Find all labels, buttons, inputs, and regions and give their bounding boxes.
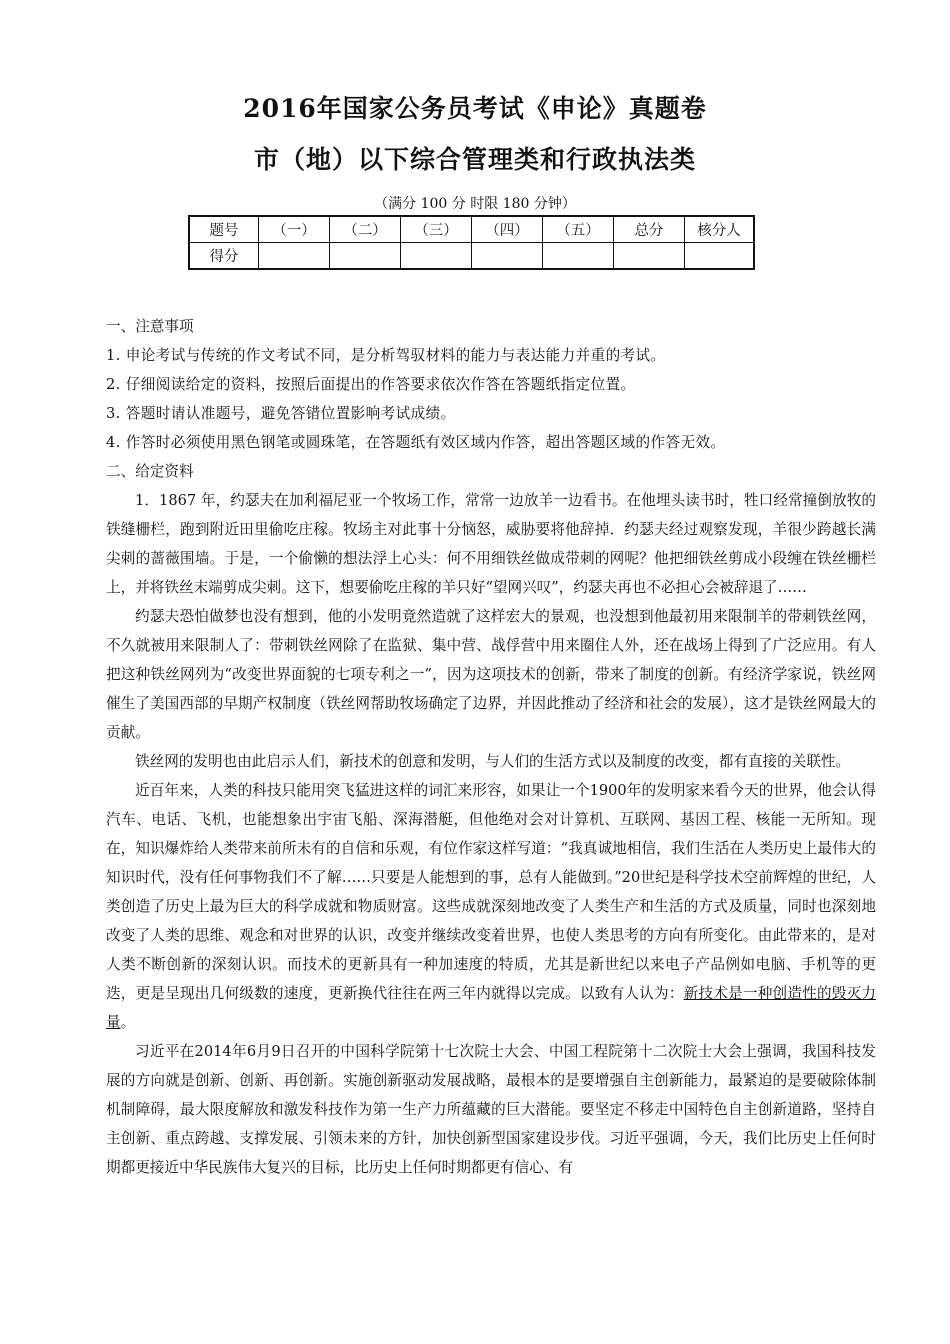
page-title: 2016年国家公务员考试《申论》真题卷 xyxy=(243,94,707,123)
material-paragraph: 约瑟夫恐怕做梦也没有想到，他的小发明竟然造就了这样宏大的景观，也没想到他最初用来限制羊的带刺铁丝网，不久就被用来限制人了：带刺铁丝网除了在监狱、集中营、战俘营中用来圈住人外，还在战场上得到了广泛应用。有人把这种铁丝网列为“改变世界面貌的七项专利之一”，因为这项技术的创新，带来了制度的创新。有经济学家说，铁丝网催生了美国西部的早期产权制度（铁丝网帮助牧场确定了边界，并因此推动了经济和社会的发展），这才是铁丝网最大的贡献。 xyxy=(106,608,876,741)
score-cell xyxy=(543,243,614,270)
score-header-cell: 总分 xyxy=(614,216,685,243)
score-table-score-row xyxy=(189,243,754,270)
notice-item: 3. 答题时请认准题号，避免答错位置影响考试成绩。 xyxy=(106,405,456,422)
page-subtitle: 市（地）以下综合管理类和行政执法类 xyxy=(253,145,696,174)
score-header-cell: （二） xyxy=(330,216,401,243)
score-cell xyxy=(330,243,401,270)
notice-item: 1. 申论考试与传统的作文考试不同，是分析驾驭材料的能力与表达能力并重的考试。 xyxy=(106,347,666,364)
notice-item: 4. 作答时必须使用黑色钢笔或圆珠笔，在答题纸有效区域内作答，超出答题区域的作答无效。 xyxy=(106,434,726,451)
score-header-cell: （三） xyxy=(401,216,472,243)
score-header-cell: （四） xyxy=(472,216,543,243)
score-header-cell: （五） xyxy=(543,216,614,243)
exam-meta: （满分 100 分 时限 180 分钟） xyxy=(374,196,576,212)
material-paragraph: 习近平在2014年6月9日召开的中国科学院第十七次院士大会、中国工程院第十二次院士大会上强调，我国科技发展的方向就是创新、创新、再创新。实施创新驱动发展战略，最根本的是要增强自主创新能力，最紧迫的是要破除体制机制障碍，最大限度解放和激发科技作为第一生产力所蕴藏的巨大潜能。要坚定不移走中国特色自主创新道路，坚持自主创新、重点跨越、支撑发展、引领未来的方针，加快创新型国家建设步伐。习近平强调，今天，我们比历史上任何时期都更接近中华民族伟大复兴的目标，比历史上任何时期都更有信心、有 xyxy=(106,1043,876,1176)
score-cell xyxy=(685,243,755,270)
score-cell xyxy=(259,243,330,270)
score-cell xyxy=(614,243,685,270)
notice-item: 2. 仔细阅读给定的资料，按照后面提出的作答要求依次作答在答题纸指定位置。 xyxy=(106,376,636,393)
score-cell xyxy=(472,243,543,270)
score-header-cell: （一） xyxy=(259,216,330,243)
score-header-cell: 核分人 xyxy=(685,216,755,243)
score-table xyxy=(188,215,755,270)
material-paragraph: 铁丝网的发明也由此启示人们，新技术的创意和发明，与人们的生活方式以及制度的改变，都有直接的关联性。 xyxy=(135,753,851,770)
section-heading-notice: 一、注意事项 xyxy=(106,318,194,335)
material-paragraph: 1．1867 年，约瑟夫在加利福尼亚一个牧场工作，常常一边放羊一边看书。在他埋头读书时，牲口经常撞倒放牧的铁缝栅栏，跑到附近田里偷吃庄稼。牧场主对此事十分恼怒，威胁要将他辞掉．约瑟夫经过观察发现，羊很少跨越长满尖刺的蔷薇围墙。于是，一个偷懒的想法浮上心头：何不用细铁丝做成带刺的网呢？他把细铁丝剪成小段缠在铁丝栅栏上，并将铁丝末端剪成尖刺。这下，想要偷吃庄稼的羊只好“望网兴叹”，约瑟夫再也不必担心会被辞退了…… xyxy=(106,492,876,596)
exam-body xyxy=(106,312,876,1182)
underlined-quote: 新技术是一种创造性的毁灭力量 xyxy=(106,985,876,1031)
score-header-cell: 题号 xyxy=(189,216,259,243)
material-paragraph xyxy=(106,776,876,1037)
score-row-label: 得分 xyxy=(189,243,259,270)
paragraph-text: 近百年来，人类的科技只能用突飞猛进这样的词汇来形容，如果让一个1900年的发明家来看今天的世界，他会认得汽车、电话、飞机，也能想象出宇宙飞船、深海潜艇，但他绝对会对计算机、互联网、基因工程、核能一无所知。现在，知识爆炸给人类带来前所未有的自信和乐观，有位作家这样写道：“我真诚地相信，我们生活在人类历史上最伟大的知识时代，没有任何事物我们不了解……只要是人能想到的事，总有人能做到。”20世纪是科学技术空前辉煌的世纪，人类创造了历史上最为巨大的科学成就和物质财富。这些成就深刻地改变了人类生产和生活的方式及质量，同时也深刻地改变了人类的思维、观念和对世界的认识，改变并继续改变着世界，也使人类思考的方向有所变化。由此带来的，是对人类不断创新的深刻认识。而技术的更新具有一种加速度的特质，尤其是新世纪以来电子产品例如电脑、手机等的更迭，更是呈现出几何级数的速度，更新换代往往在两三年内就得以完成。以致有人认为： xyxy=(106,782,876,1002)
paragraph-end: 。 xyxy=(120,1014,136,1031)
section-heading-materials: 二、给定资料 xyxy=(106,463,194,480)
score-cell xyxy=(401,243,472,270)
score-table-header-row xyxy=(189,216,754,243)
